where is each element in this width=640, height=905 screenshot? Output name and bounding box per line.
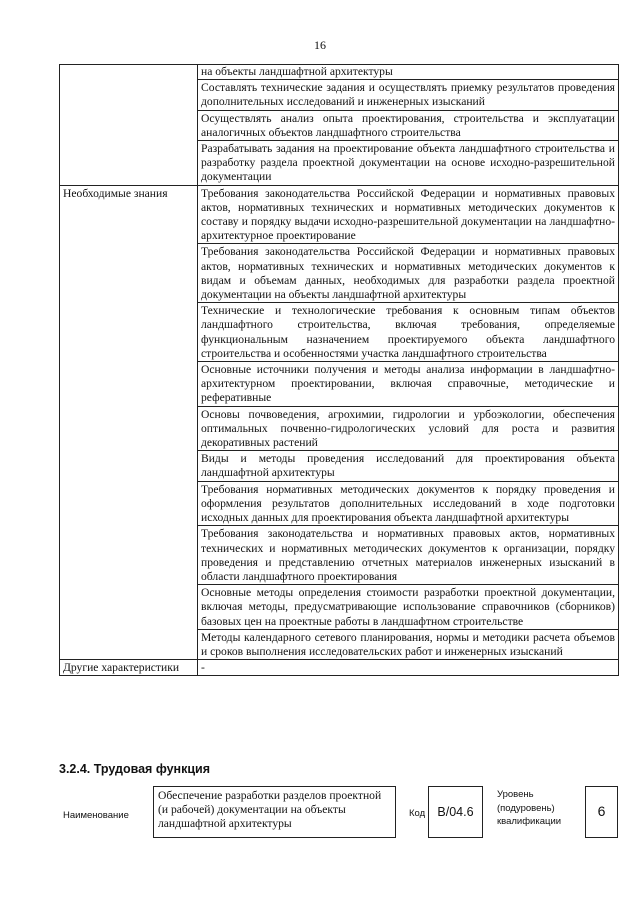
table-cell: Основные источники получения и методы анализа информации в ландшафтно-архитектурном проектировании, включая справочные, методические и реферативные xyxy=(198,362,619,407)
table-cell: Требования нормативных методических документов к порядку проведения и оформления результатов дополнительных исследований в ходе подготовки исходных данных для проектирования объекта ландшафтной архитектуры xyxy=(198,481,619,526)
function-name-box: Обеспечение разработки разделов проектной (и рабочей) документации на объекты ландшафтной архитектуры xyxy=(153,786,396,838)
code-label: Код xyxy=(409,808,426,819)
table-cell: Требования законодательства и нормативных правовых актов, нормативных технических и нормативных методических документов к организации, порядку проведения и представлению отчетных материалов инженерных изысканий в области ландшафтного проектирования xyxy=(198,526,619,585)
table-cell: Требования законодательства Российской Федерации и нормативных правовых актов, нормативных технических и нормативных методических документов к видам и объемам данных, необходимых для разработки раздела проектной документации на объекты ландшафтной архитектуры xyxy=(198,244,619,303)
table-cell: Разрабатывать задания на проектирование объекта ландшафтного строительства и разработку раздела проектной документации на основе исходно-разрешительной документации xyxy=(198,141,619,186)
table-cell: Основные методы определения стоимости разработки проектной документации, включая методы, предусматривающие использование справочников (сборников) базовых цен на проектные работы в ландшафтном строительстве xyxy=(198,585,619,630)
competency-table xyxy=(59,64,619,676)
table-cell: на объекты ландшафтной архитектуры xyxy=(198,65,619,80)
table-row xyxy=(60,185,619,244)
table-cell: Составлять технические задания и осуществлять приемку результатов проведения дополнительных исследований и инженерных изысканий xyxy=(198,80,619,110)
level-label-line: (подуровень) xyxy=(497,802,555,814)
table-row xyxy=(60,65,619,80)
table-cell: Виды и методы проведения исследований для проектирования объекта ландшафтной архитектуры xyxy=(198,451,619,481)
table-cell: Основы почвоведения, агрохимии, гидрологии и урбоэкологии, обеспечения оптимальных почвенно-гидрологических условий для роста и развития декоративных растений xyxy=(198,406,619,451)
row-label xyxy=(60,65,198,186)
code-box: В/04.6 xyxy=(428,786,483,838)
section-title: 3.2.4. Трудовая функция xyxy=(59,762,211,776)
table-row xyxy=(60,660,619,676)
table-cell: Требования законодательства Российской Федерации и нормативных правовых актов, нормативных технических и нормативных методических документов к составу и порядку выдачи исходно-разрешительной документации на ландшафтно-архитектурное проектирование xyxy=(198,185,619,244)
table-cell: Методы календарного сетевого планирования, нормы и методики расчета объемов и сроков выполнения исследовательских работ и инженерных изысканий xyxy=(198,629,619,659)
level-label-line: квалификации xyxy=(497,816,562,827)
row-label-required-knowledge: Необходимые знания xyxy=(60,185,198,660)
row-label-other-characteristics: Другие характеристики xyxy=(60,660,198,676)
table-cell: Осуществлять анализ опыта проектирования, строительства и эксплуатации аналогичных объектов ландшафтного строительства xyxy=(198,110,619,140)
qualification-level-box: 6 xyxy=(585,786,618,838)
name-label: Наименование xyxy=(63,810,129,821)
qualification-level-label xyxy=(497,788,561,829)
table-cell: - xyxy=(198,660,619,676)
page-number: 16 xyxy=(314,38,326,52)
level-label-line: Уровень xyxy=(497,789,534,800)
table-cell: Технические и технологические требования к основным типам объектов ландшафтного строительства, включая требования, определяемые функциональным назначением проектируемого объекта ландшафтного строительства и особенностями участка ландшафтного строительства xyxy=(198,303,619,362)
